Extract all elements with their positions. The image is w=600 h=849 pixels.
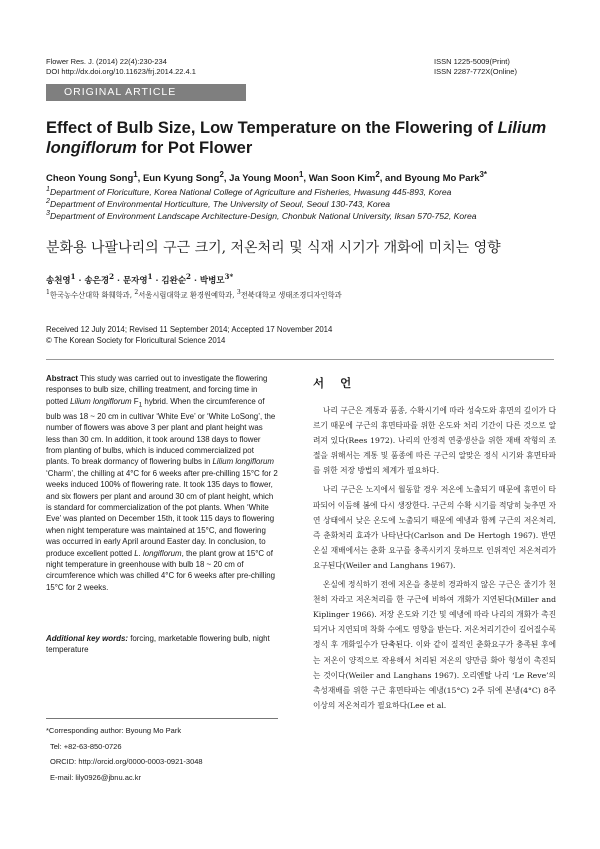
species-name: L. longiflorum [134, 548, 182, 558]
author: Wan Soon Kim [308, 173, 376, 185]
affiliation-text: Department of Environment Landscape Architecture-Design, Chonbuk National University, Iksan 570-752, Korea [49, 210, 477, 221]
paragraph: 나리 구근은 노지에서 월동할 경우 저온에 노출되기 때문에 휴면이 타파되어 이듬해 봄에 다시 생장한다. 구근의 수확 시기를 적당히 늦추면 자연 상태에서 낮은 온도에 노출되기 때문에 예냉과 함께 구근의 저온처리, 즉 춘화처리 효과가 나타난다(Carlson and De Hertogh 1967). 반면 온실 재배에서는 춘화 요구를 충족시키지 못하므로 인위적인 저온처리가 요구된다(Weiler and Langhans 1967). [313, 485, 556, 570]
species-name: Lilium longiflorum [212, 457, 274, 467]
subscript: 1 [138, 401, 143, 409]
keywords-text: forcing, marketable flowering bulb, night temperature [46, 634, 270, 655]
section-divider [46, 359, 554, 360]
journal-reference: Flower Res. J. (2014) 22(4):230-234 [46, 57, 167, 66]
article-dates [46, 324, 332, 346]
affiliation-text: Department of Environmental Horticulture, The University of Seoul, Seoul 130-743, Korea [49, 198, 391, 209]
title-part-1: Effect of Bulb Size, Low Temperature on the Flowering of [46, 119, 498, 137]
korean-affiliation: 한국농수산대학 화훼학과 [49, 290, 130, 300]
author-list: Cheon Young Song$^1$, Eun Kyung Song$^2$, Ja Young Moon$^1$, Wan Soon Kim$^2$, and Byoung Mo Park$^{3*}$ [46, 170, 488, 185]
korean-author: 송은경 [84, 275, 110, 286]
author-sup: 1 [133, 170, 138, 179]
author-sup: 3* [479, 170, 488, 179]
section-heading: 서 언 [313, 376, 358, 390]
abstract-label: Abstract [46, 374, 79, 383]
author-sup: 1 [299, 170, 304, 179]
affiliation [46, 208, 566, 222]
author-sup: 2 [375, 170, 380, 179]
korean-affiliation: 전북대학교 생태조경디자인학과 [240, 290, 342, 300]
abstract [46, 373, 278, 593]
abstract-text: , the plant grow at 15°C of night temperature in greenhouse with bulb 18 ~ 20 cm of circumference which was chilled 4°C for 6 weeks after pre-chilling 15°C for 2 weeks. [46, 548, 276, 592]
affiliation-sup: 1 [46, 185, 50, 193]
abstract-text: hybrid. When the circumference of bulb was 18 ~ 20 cm in cultivar ‘White Eve’ or ‘White LoSong’, the number of flowers was above 3 per plant and plant height was less than 30 cm. In addition, it took around 138 days to flower from planting of bulbs, which is induced commercialized pot plants. To break dormancy of flowering bulbs in [46, 396, 276, 467]
keywords-label: Additional key words: [46, 634, 128, 643]
author: Ja Young Moon [229, 173, 299, 185]
introduction-body [313, 403, 556, 717]
korean-author-sup: 3* [224, 272, 234, 281]
orcid[interactable]: ORCID: http://orcid.org/0000-0003-0921-3048 [50, 757, 203, 766]
korean-affiliation-sup: 3 [236, 289, 241, 296]
korean-author: 송천영 [46, 275, 71, 286]
abstract-text: F [131, 396, 139, 406]
abstract-text: This study was carried out to investigate the flowering responses to bulb size, chilling treatment, and forcing time in potted [46, 374, 268, 406]
keywords [46, 633, 278, 656]
title-species: Lilium longiflorum [46, 119, 547, 157]
korean-author-list: 송천영$^1$ · 송은경$^2$ · 문자영$^1$ · 김완순$^2$ · 박병모$^{3*}$ [46, 272, 234, 286]
footnote-divider [46, 718, 278, 719]
species-name: Lilium longiflorum [70, 396, 132, 406]
article-type-banner: ORIGINAL ARTICLE [46, 84, 246, 101]
paragraph: 온실에 정식하기 전에 저온을 충분히 경과하지 않은 구근은 줄기가 천천히 자라고 저온처리를 한 구근에 비하여 개화가 지연된다(Miller and Kiplinger 1966). 저장 온도와 기간 및 예냉에 따라 나리의 개화가 촉진되거나 지연되며 착화 수에도 영향을 받는다. 저온처리기간이 길어질수록 정식 후 개화일수가 단축된다. 이와 같이 질적인 춘화요구가 충족된 후에는 저온이 양적으로 작용해서 처리된 저온의 양만큼 화아 형성이 촉진되는 것이다(Weiler and Langhans 1967). 오리엔탈 나리 ‘Le Reve’의 촉성재배를 위한 구근 휴면타파는 예냉(15°C) 2주 뒤에 본냉(4°C) 8주 이상의 저온처리가 필요하다(Lee et al. [313, 580, 556, 710]
affiliation-sup: 2 [46, 197, 50, 205]
korean-title: 분화용 나팔나리의 구근 크기, 저온처리 및 식재 시기가 개화에 미치는 영향 [46, 240, 501, 256]
article-title [46, 118, 556, 158]
issn-block [434, 57, 554, 77]
received-dates: Received 12 July 2014; Revised 11 September 2014; Accepted 17 November 2014 [46, 325, 333, 334]
issn-print: ISSN 1225-5009(Print) [434, 57, 510, 66]
paragraph: 나리 구근은 계통과 품종, 수확시기에 따라 성숙도와 휴면의 깊이가 다르기 때문에 구근의 휴면타파를 위한 온도와 처리 기간이 다른 것으로 알려져 있다(Rees 1972). 나리의 안정적 연중생산을 위한 재배 작형의 조절을 위해서는 계통 및 품종에 따른 구근의 알맞은 정식 시기와 휴면타파를 위한 저장 방법의 체계가 필요하다. [313, 406, 556, 476]
issn-online: ISSN 2287-772X(Online) [434, 67, 517, 76]
korean-author-sup: 1 [70, 272, 76, 281]
korean-affiliations: $^1$한국농수산대학 화훼학과, $^2$서울시립대학교 환경원예학과, $^3$전북대학교 생태조경디자인학과 [46, 289, 342, 300]
korean-author-sup: 2 [186, 272, 191, 281]
korean-author: 문자영 [122, 275, 148, 286]
title-part-2: for Pot Flower [136, 139, 253, 157]
email[interactable]: E-mail: lily0926@jbnu.ac.kr [50, 772, 141, 782]
author: Cheon Young Song [46, 173, 134, 185]
korean-author-sup: 1 [147, 272, 153, 281]
korean-affiliation: 서울시립대학교 환경원예학과 [138, 290, 233, 300]
copyright-notice: © The Korean Society for Floricultural Science 2014 [46, 336, 226, 345]
affiliation-sup: 3 [46, 209, 50, 217]
telephone: Tel: +82-63-850-0726 [50, 741, 122, 751]
author: Eun Kyung Song [142, 173, 220, 185]
journal-citation [46, 57, 196, 77]
korean-author: 김완순 [161, 275, 187, 286]
korean-affiliation-sup: 2 [134, 289, 139, 296]
author: Byoung Mo Park [404, 173, 480, 185]
doi[interactable]: DOI http://dx.doi.org/10.11623/frj.2014.22.4.1 [46, 67, 196, 76]
corresponding-author: *Corresponding author: Byoung Mo Park [46, 726, 182, 735]
korean-author-sup: 2 [109, 272, 115, 281]
korean-affiliation-sup: 1 [46, 289, 50, 296]
author-sup: 2 [219, 170, 224, 179]
correspondence [46, 723, 286, 785]
abstract-text: ‘Charm’, the chilling at 4°C for 6 weeks after pre-chilling 15°C for 2 weeks induced 100% of flowering rate. It took 135 days to flower, and six flowers per plant and around 30 cm of plant height, which is standard for commercialization of the pot plants. When ‘White Eve’ was planted on December 15th, it took 115 days to flowering when night temperature was maintained at 15°C, and flowering was occurred in early April around Easter day. In conclusion, to produce excellent potted [46, 468, 278, 558]
affiliation-text: Department of Floriculture, Korea National College of Agriculture and Fisheries, Hwasung 445-893, Korea [49, 186, 452, 197]
korean-author: 박병모 [199, 275, 225, 286]
